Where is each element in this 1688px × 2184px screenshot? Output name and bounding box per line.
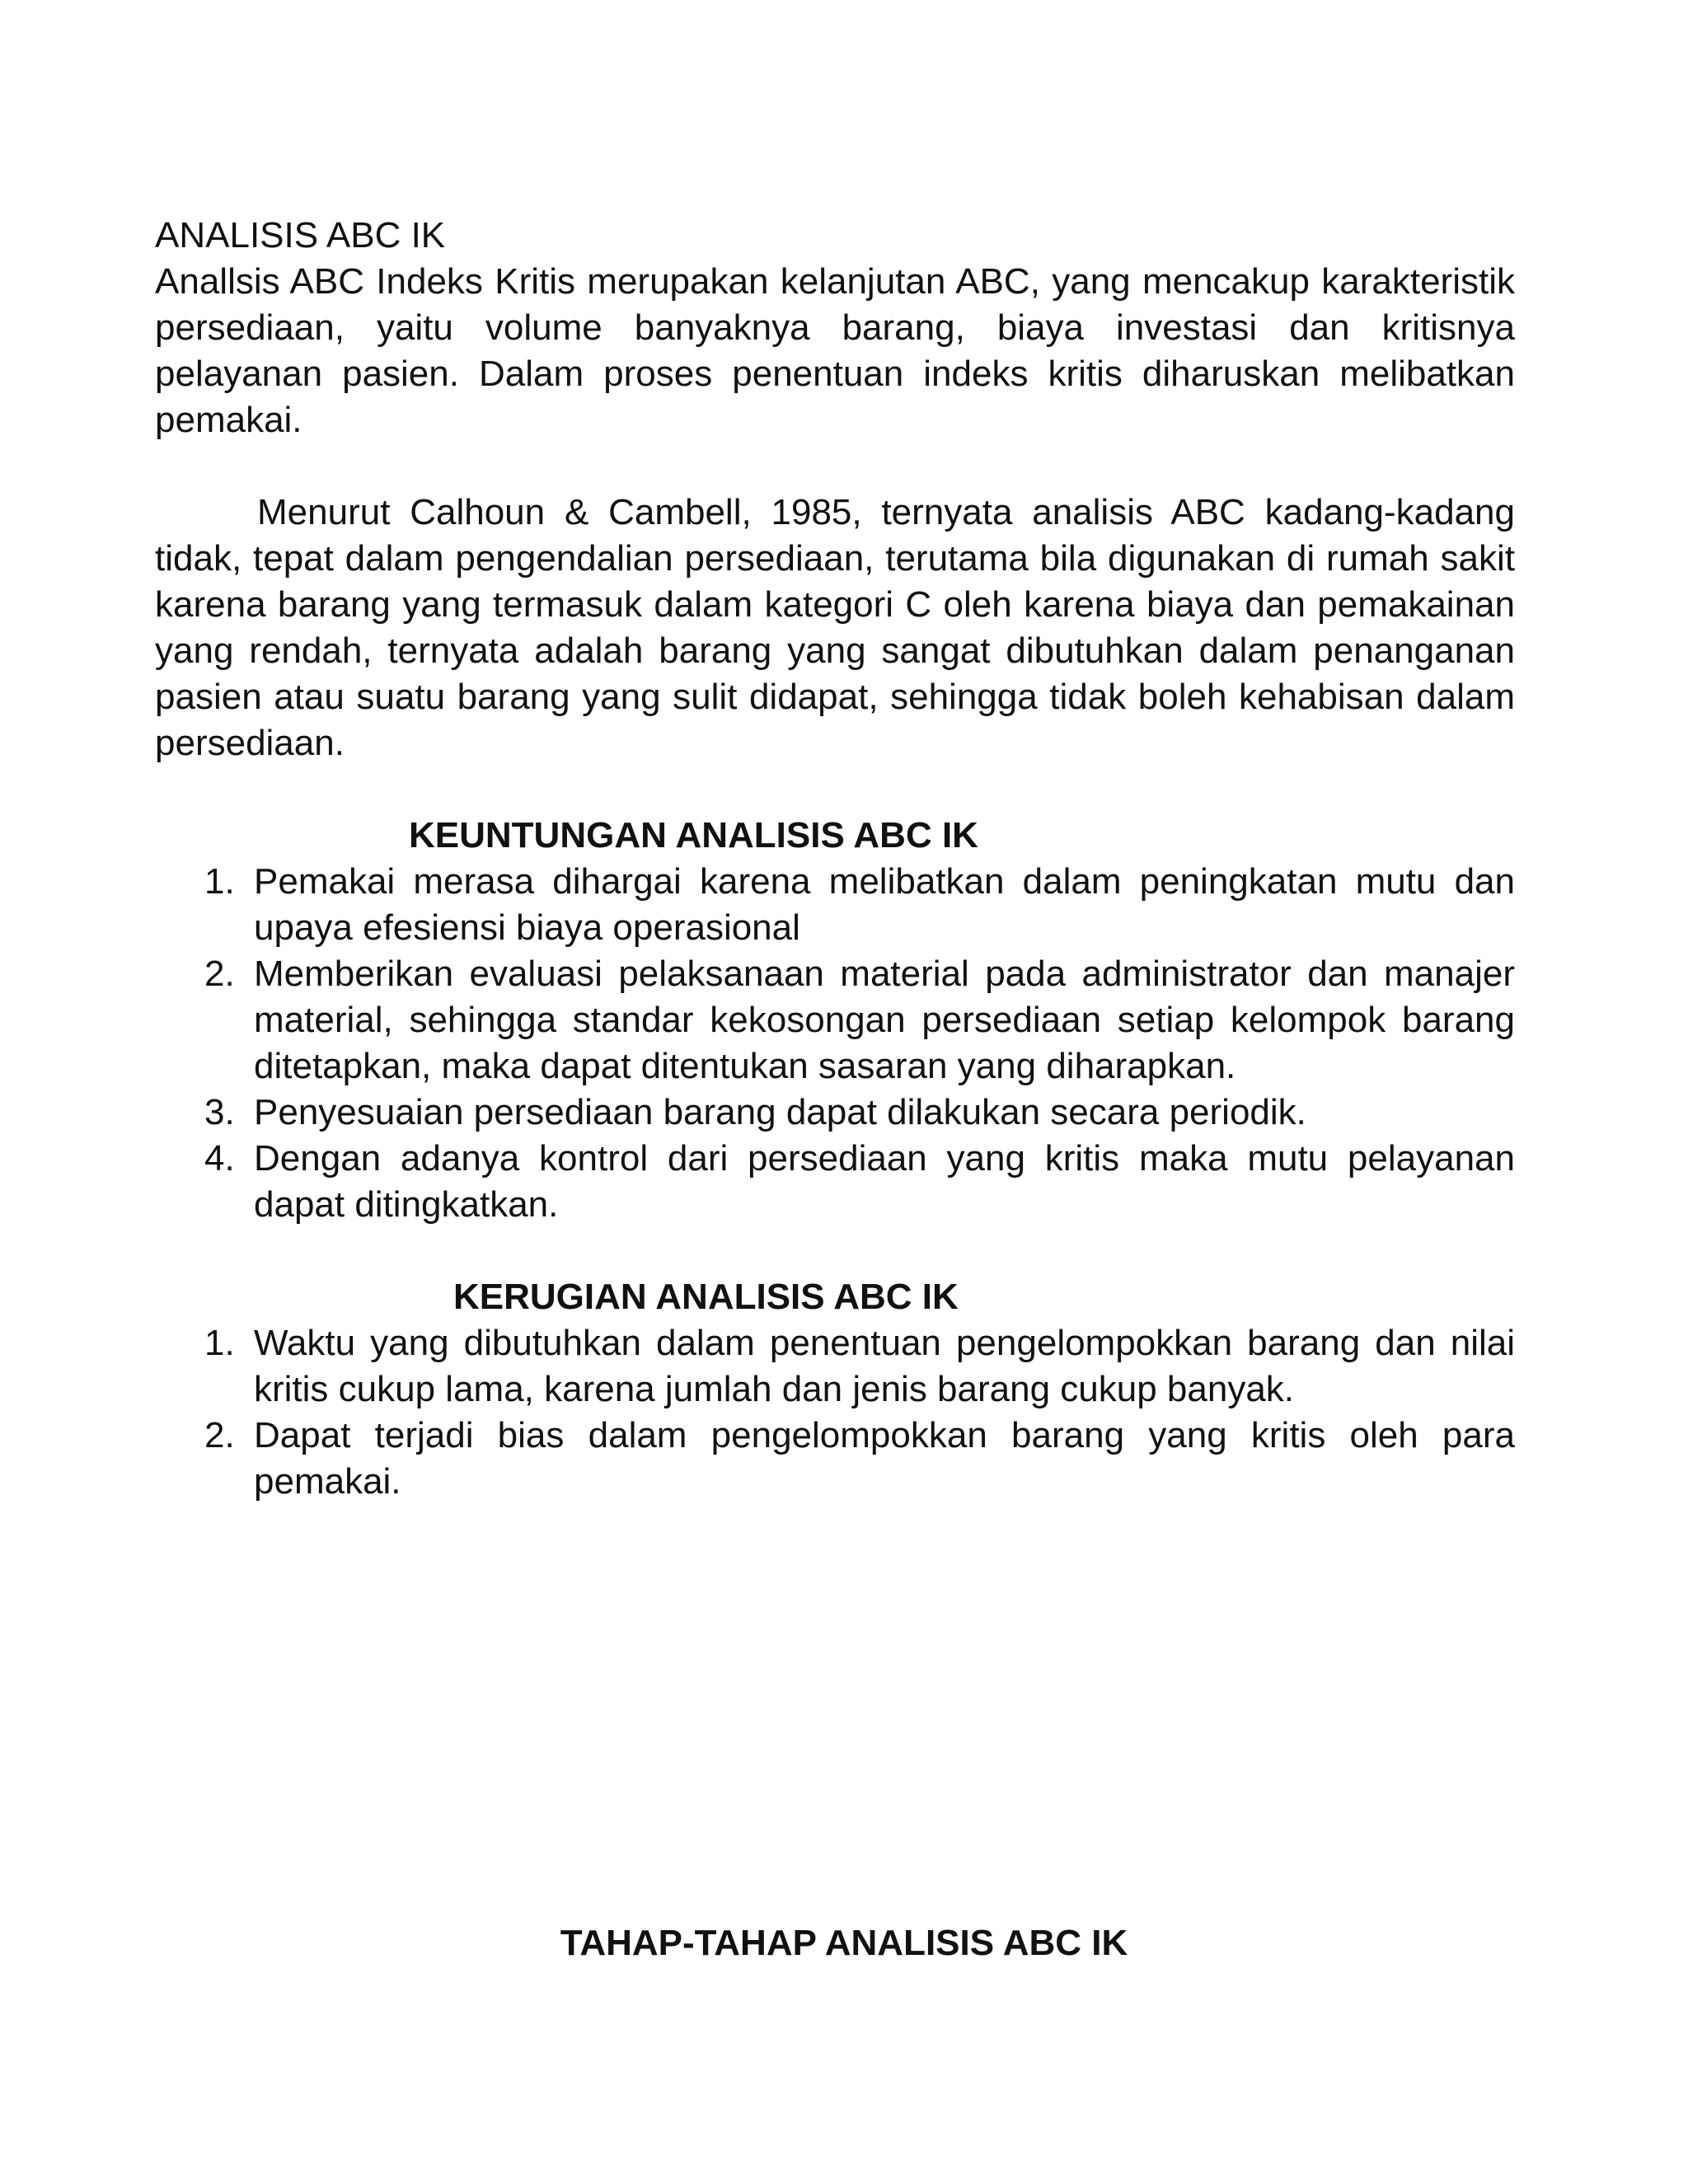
list-item xyxy=(155,951,1515,1090)
list-item xyxy=(155,1320,1515,1413)
document-page xyxy=(155,213,1515,1505)
spacer xyxy=(155,1228,1515,1274)
list-text: Dengan adanya kontrol dari persediaan yang kritis maka mutu pelayanan dapat ditingkatkan. xyxy=(254,1138,1515,1225)
document-title: ANALISIS ABC IK xyxy=(155,215,446,255)
list-text: Pemakai merasa dihargai karena melibatkan dalam peningkatan mutu dan upaya efesiensi biaya operasional xyxy=(254,861,1515,948)
kerugian-heading: KERUGIAN ANALISIS ABC IK xyxy=(453,1277,959,1317)
list-item xyxy=(155,1090,1515,1136)
spacer xyxy=(155,443,1515,490)
list-text: Penyesuaian persediaan barang dapat dilakukan secara periodik. xyxy=(254,1092,1306,1132)
list-number: 1. xyxy=(204,1323,235,1363)
list-text: Waktu yang dibutuhkan dalam penentuan pengelompokkan barang dan nilai kritis cukup lama, karena jumlah dan jenis barang cukup banyak. xyxy=(254,1323,1515,1409)
list-text: Memberikan evaluasi pelaksanaan material pada administrator dan manajer material, sehingga standar kekosongan persediaan setiap kelompok barang ditetapkan, maka dapat ditentukan sasaran yang diharapkan. xyxy=(254,954,1515,1086)
keuntungan-list xyxy=(155,859,1515,1228)
list-item xyxy=(155,1136,1515,1228)
list-text: Dapat terjadi bias dalam pengelompokkan barang yang kritis oleh para pemakai. xyxy=(254,1415,1515,1502)
list-item xyxy=(155,1413,1515,1505)
list-number: 2. xyxy=(204,954,235,994)
kerugian-list xyxy=(155,1320,1515,1505)
spacer xyxy=(155,766,1515,813)
tahap-heading: TAHAP-TAHAP ANALISIS ABC IK xyxy=(560,1923,1128,1963)
keuntungan-heading: KEUNTUNGAN ANALISIS ABC IK xyxy=(409,815,978,855)
list-number: 4. xyxy=(204,1138,235,1179)
list-number: 2. xyxy=(204,1415,235,1455)
list-number: 1. xyxy=(204,861,235,902)
intro-paragraph: Anallsis ABC Indeks Kritis merupakan kelanjutan ABC, yang mencakup karakteristik persediaan, yaitu volume banyaknya barang, biaya investasi dan kritisnya pelayanan pasien. Dalam proses penentuan indeks kritis diharuskan melibatkan pemakai. xyxy=(155,261,1515,440)
list-number: 3. xyxy=(204,1092,235,1132)
list-item xyxy=(155,859,1515,951)
second-paragraph: Menurut Calhoun & Cambell, 1985, ternyata analisis ABC kadang-kadang tidak, tepat dalam pengendalian persediaan, terutama bila digunakan di rumah sakit karena barang yang termasuk dalam kategori C oleh karena biaya dan pemakainan yang rendah, ternyata adalah barang yang sangat dibutuhkan dalam penanganan pasien atau suatu barang yang sulit didapat, sehingga tidak boleh kehabisan dalam persediaan. xyxy=(155,492,1515,763)
